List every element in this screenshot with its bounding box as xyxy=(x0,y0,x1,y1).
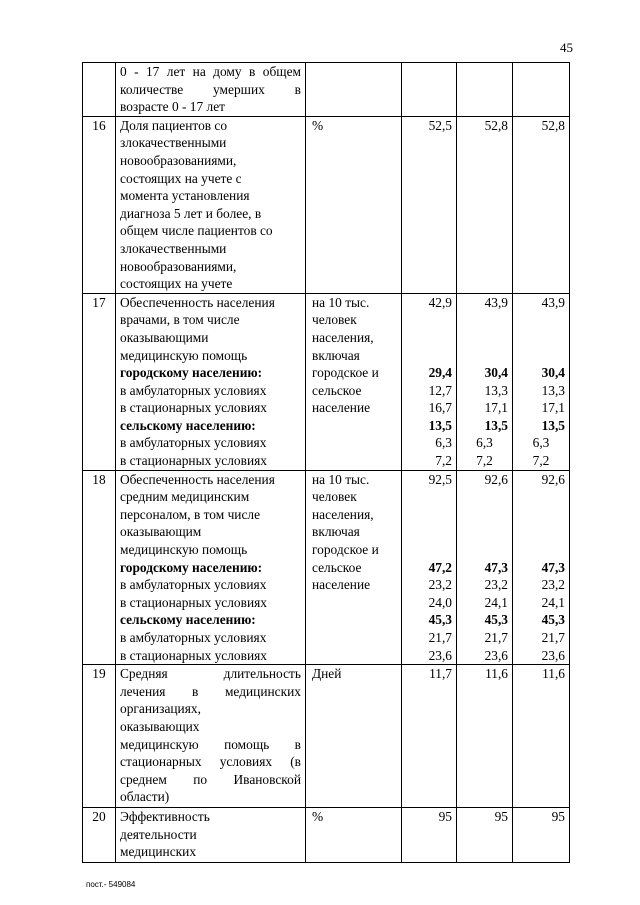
indicator-line: медицинскую помощь xyxy=(120,542,248,558)
value: 24,0 xyxy=(428,594,452,610)
indicator-line: состоящих на учете xyxy=(120,276,233,292)
value-cell xyxy=(402,293,457,470)
indicator-line: области) xyxy=(120,789,170,805)
page-number: 45 xyxy=(560,40,573,55)
value: 52,8 xyxy=(484,117,508,133)
unit-line: на 10 тыс. xyxy=(312,471,370,487)
indicator-line: организациях, xyxy=(120,701,201,717)
indicator-line: в амбулаторных условиях xyxy=(120,435,267,451)
unit-line: городское и xyxy=(312,365,379,381)
indicator-line: новообразованиями, xyxy=(120,258,237,274)
value: 45,3 xyxy=(541,612,565,628)
indicator-line: в стационарных условиях xyxy=(120,400,267,416)
row-number-cell: 17 xyxy=(83,293,116,470)
value-cell xyxy=(513,293,570,470)
value: 21,7 xyxy=(484,630,508,645)
value: 7,2 xyxy=(435,453,452,469)
value-cell xyxy=(402,470,457,665)
indicator-name-cell xyxy=(116,63,306,117)
value: 47,2 xyxy=(428,559,452,575)
indicator-line: Обеспеченность населения xyxy=(120,471,275,487)
value-cell xyxy=(457,63,513,117)
unit-cell xyxy=(306,808,402,863)
table-row xyxy=(83,470,570,665)
unit-line: населения, xyxy=(312,329,374,345)
unit-cell xyxy=(306,63,402,117)
value: 47,3 xyxy=(541,559,565,575)
value: 43,9 xyxy=(484,294,508,310)
value: 45,3 xyxy=(428,612,452,628)
indicator-line: Средняя длительность xyxy=(120,666,301,682)
value: 23,6 xyxy=(484,647,508,663)
unit-cell xyxy=(306,293,402,470)
value: 11,6 xyxy=(542,666,565,682)
footer-code: пост.- 549084 xyxy=(86,880,136,889)
indicator-line: медицинских xyxy=(120,844,197,860)
value: 13,5 xyxy=(428,417,452,433)
value: 12,7 xyxy=(428,382,452,398)
table-row xyxy=(83,808,570,863)
value: 17,1 xyxy=(541,400,565,416)
value: 29,4 xyxy=(428,365,452,381)
unit-line: % xyxy=(312,809,324,825)
indicator-line: момента установления xyxy=(120,188,250,204)
value-cell xyxy=(402,63,457,117)
value: 47,3 xyxy=(484,559,508,575)
unit-cell xyxy=(306,470,402,665)
value-cell xyxy=(457,470,513,665)
table-row xyxy=(83,116,570,293)
table-row xyxy=(83,63,570,117)
indicator-line: Эффективность xyxy=(120,809,210,825)
value: 95 xyxy=(438,809,452,825)
value: 11,6 xyxy=(485,666,508,682)
indicator-name-cell xyxy=(116,116,306,293)
indicator-name-cell xyxy=(116,665,306,808)
unit-line: человек xyxy=(312,489,357,505)
indicator-line: оказывающим xyxy=(120,524,202,540)
value: 17,1 xyxy=(484,400,508,416)
indicator-line: количестве умерших в xyxy=(120,81,301,97)
value: 23,2 xyxy=(484,577,508,593)
value: 21,7 xyxy=(428,630,452,645)
unit-line: на 10 тыс. xyxy=(312,294,370,310)
value-cell xyxy=(457,808,513,863)
indicator-line: стационарных условиях (в xyxy=(120,754,301,770)
unit-line: включая xyxy=(312,524,360,540)
value: 43,9 xyxy=(541,294,565,310)
row-number-cell: 16 xyxy=(83,116,116,293)
unit-line: население xyxy=(312,400,371,416)
indicator-line: оказывающими xyxy=(120,329,209,345)
value: 11,7 xyxy=(429,666,452,682)
table-row xyxy=(83,293,570,470)
value: 6,3 xyxy=(476,435,493,451)
indicator-line: общем числе пациентов со xyxy=(120,223,273,239)
value-cell xyxy=(457,293,513,470)
indicator-line: диагноза 5 лет и более, в xyxy=(120,205,262,221)
row-number-cell: 19 xyxy=(83,665,116,808)
indicator-line: в амбулаторных условиях xyxy=(120,630,267,645)
indicator-name-cell xyxy=(116,293,306,470)
indicator-line: в стационарных условиях xyxy=(120,647,267,663)
indicator-line: состоящих на учете с xyxy=(120,170,242,186)
unit-line: население xyxy=(312,577,371,593)
value: 92,6 xyxy=(484,471,508,487)
indicator-line: медицинскую помощь xyxy=(120,347,248,363)
indicator-line: Обеспеченность населения xyxy=(120,294,275,310)
value-cell xyxy=(513,665,570,808)
indicator-line: городскому населению: xyxy=(120,559,263,575)
indicator-line: в стационарных условиях xyxy=(120,453,267,469)
indicator-line: врачами, в том числе xyxy=(120,312,240,328)
value: 30,4 xyxy=(484,365,508,381)
value: 23,6 xyxy=(428,647,452,663)
indicators-table xyxy=(82,62,570,863)
value: 52,8 xyxy=(541,117,565,133)
indicator-line: Доля пациентов со xyxy=(120,117,228,133)
value: 92,5 xyxy=(428,471,452,487)
value: 7,2 xyxy=(476,453,493,469)
value: 24,1 xyxy=(484,594,508,610)
unit-line: Дней xyxy=(312,666,342,682)
indicator-line: персоналом, в том числе xyxy=(120,506,261,522)
row-number-cell xyxy=(83,63,116,117)
value: 7,2 xyxy=(532,453,550,469)
value: 23,6 xyxy=(541,647,565,663)
unit-line: включая xyxy=(312,347,360,363)
indicator-line: в амбулаторных условиях xyxy=(120,577,267,593)
value-cell xyxy=(457,665,513,808)
indicator-line: 0 - 17 лет на дому в общем xyxy=(120,64,301,79)
unit-line: городское и xyxy=(312,542,379,558)
table-row xyxy=(83,665,570,808)
indicator-line: средним медицинским xyxy=(120,489,250,505)
value: 95 xyxy=(494,809,508,825)
indicator-line: злокачественными xyxy=(120,240,227,256)
value: 21,7 xyxy=(541,630,565,645)
indicator-line: в стационарных условиях xyxy=(120,594,267,610)
indicator-line: среднем по Ивановской xyxy=(120,771,301,787)
value: 6,3 xyxy=(532,435,550,451)
value-cell xyxy=(513,470,570,665)
value-cell xyxy=(513,116,570,293)
value-cell xyxy=(513,63,570,117)
value-cell xyxy=(513,808,570,863)
indicator-line: в амбулаторных условиях xyxy=(120,382,267,398)
unit-cell xyxy=(306,665,402,808)
value: 6,3 xyxy=(435,435,452,451)
row-number-cell: 20 xyxy=(83,808,116,863)
indicator-line: сельскому населению: xyxy=(120,417,256,433)
indicator-line: лечения в медицинских xyxy=(120,683,301,699)
indicator-line: медицинскую помощь в xyxy=(120,736,301,752)
value-cell xyxy=(402,116,457,293)
unit-line: сельское xyxy=(312,382,362,398)
value: 13,3 xyxy=(541,382,565,398)
indicator-line: деятельности xyxy=(120,826,197,842)
indicator-line: новообразованиями, xyxy=(120,152,237,168)
value: 13,3 xyxy=(484,382,508,398)
indicator-line: злокачественными xyxy=(120,135,227,151)
value: 23,2 xyxy=(541,577,565,593)
indicator-name-cell xyxy=(116,808,306,863)
row-number-cell: 18 xyxy=(83,470,116,665)
value-cell xyxy=(402,808,457,863)
unit-line: сельское xyxy=(312,559,362,575)
value: 30,4 xyxy=(541,365,565,381)
unit-line: % xyxy=(312,117,324,133)
value: 13,5 xyxy=(484,417,508,433)
indicator-line: сельскому населению: xyxy=(120,612,256,628)
unit-line: населения, xyxy=(312,506,374,522)
value: 13,5 xyxy=(541,417,565,433)
value-cell xyxy=(457,116,513,293)
unit-line: человек xyxy=(312,312,357,328)
indicator-line: оказывающих xyxy=(120,718,200,734)
indicator-line: городскому населению: xyxy=(120,365,263,381)
value-cell xyxy=(402,665,457,808)
value: 92,6 xyxy=(541,471,565,487)
value: 45,3 xyxy=(484,612,508,628)
value: 24,1 xyxy=(541,594,565,610)
indicator-name-cell xyxy=(116,470,306,665)
indicator-line: возрасте 0 - 17 лет xyxy=(120,99,226,115)
value: 95 xyxy=(551,809,565,825)
value: 23,2 xyxy=(428,577,452,593)
value: 42,9 xyxy=(428,294,452,310)
value: 16,7 xyxy=(428,400,452,416)
value: 52,5 xyxy=(428,117,452,133)
unit-cell xyxy=(306,116,402,293)
